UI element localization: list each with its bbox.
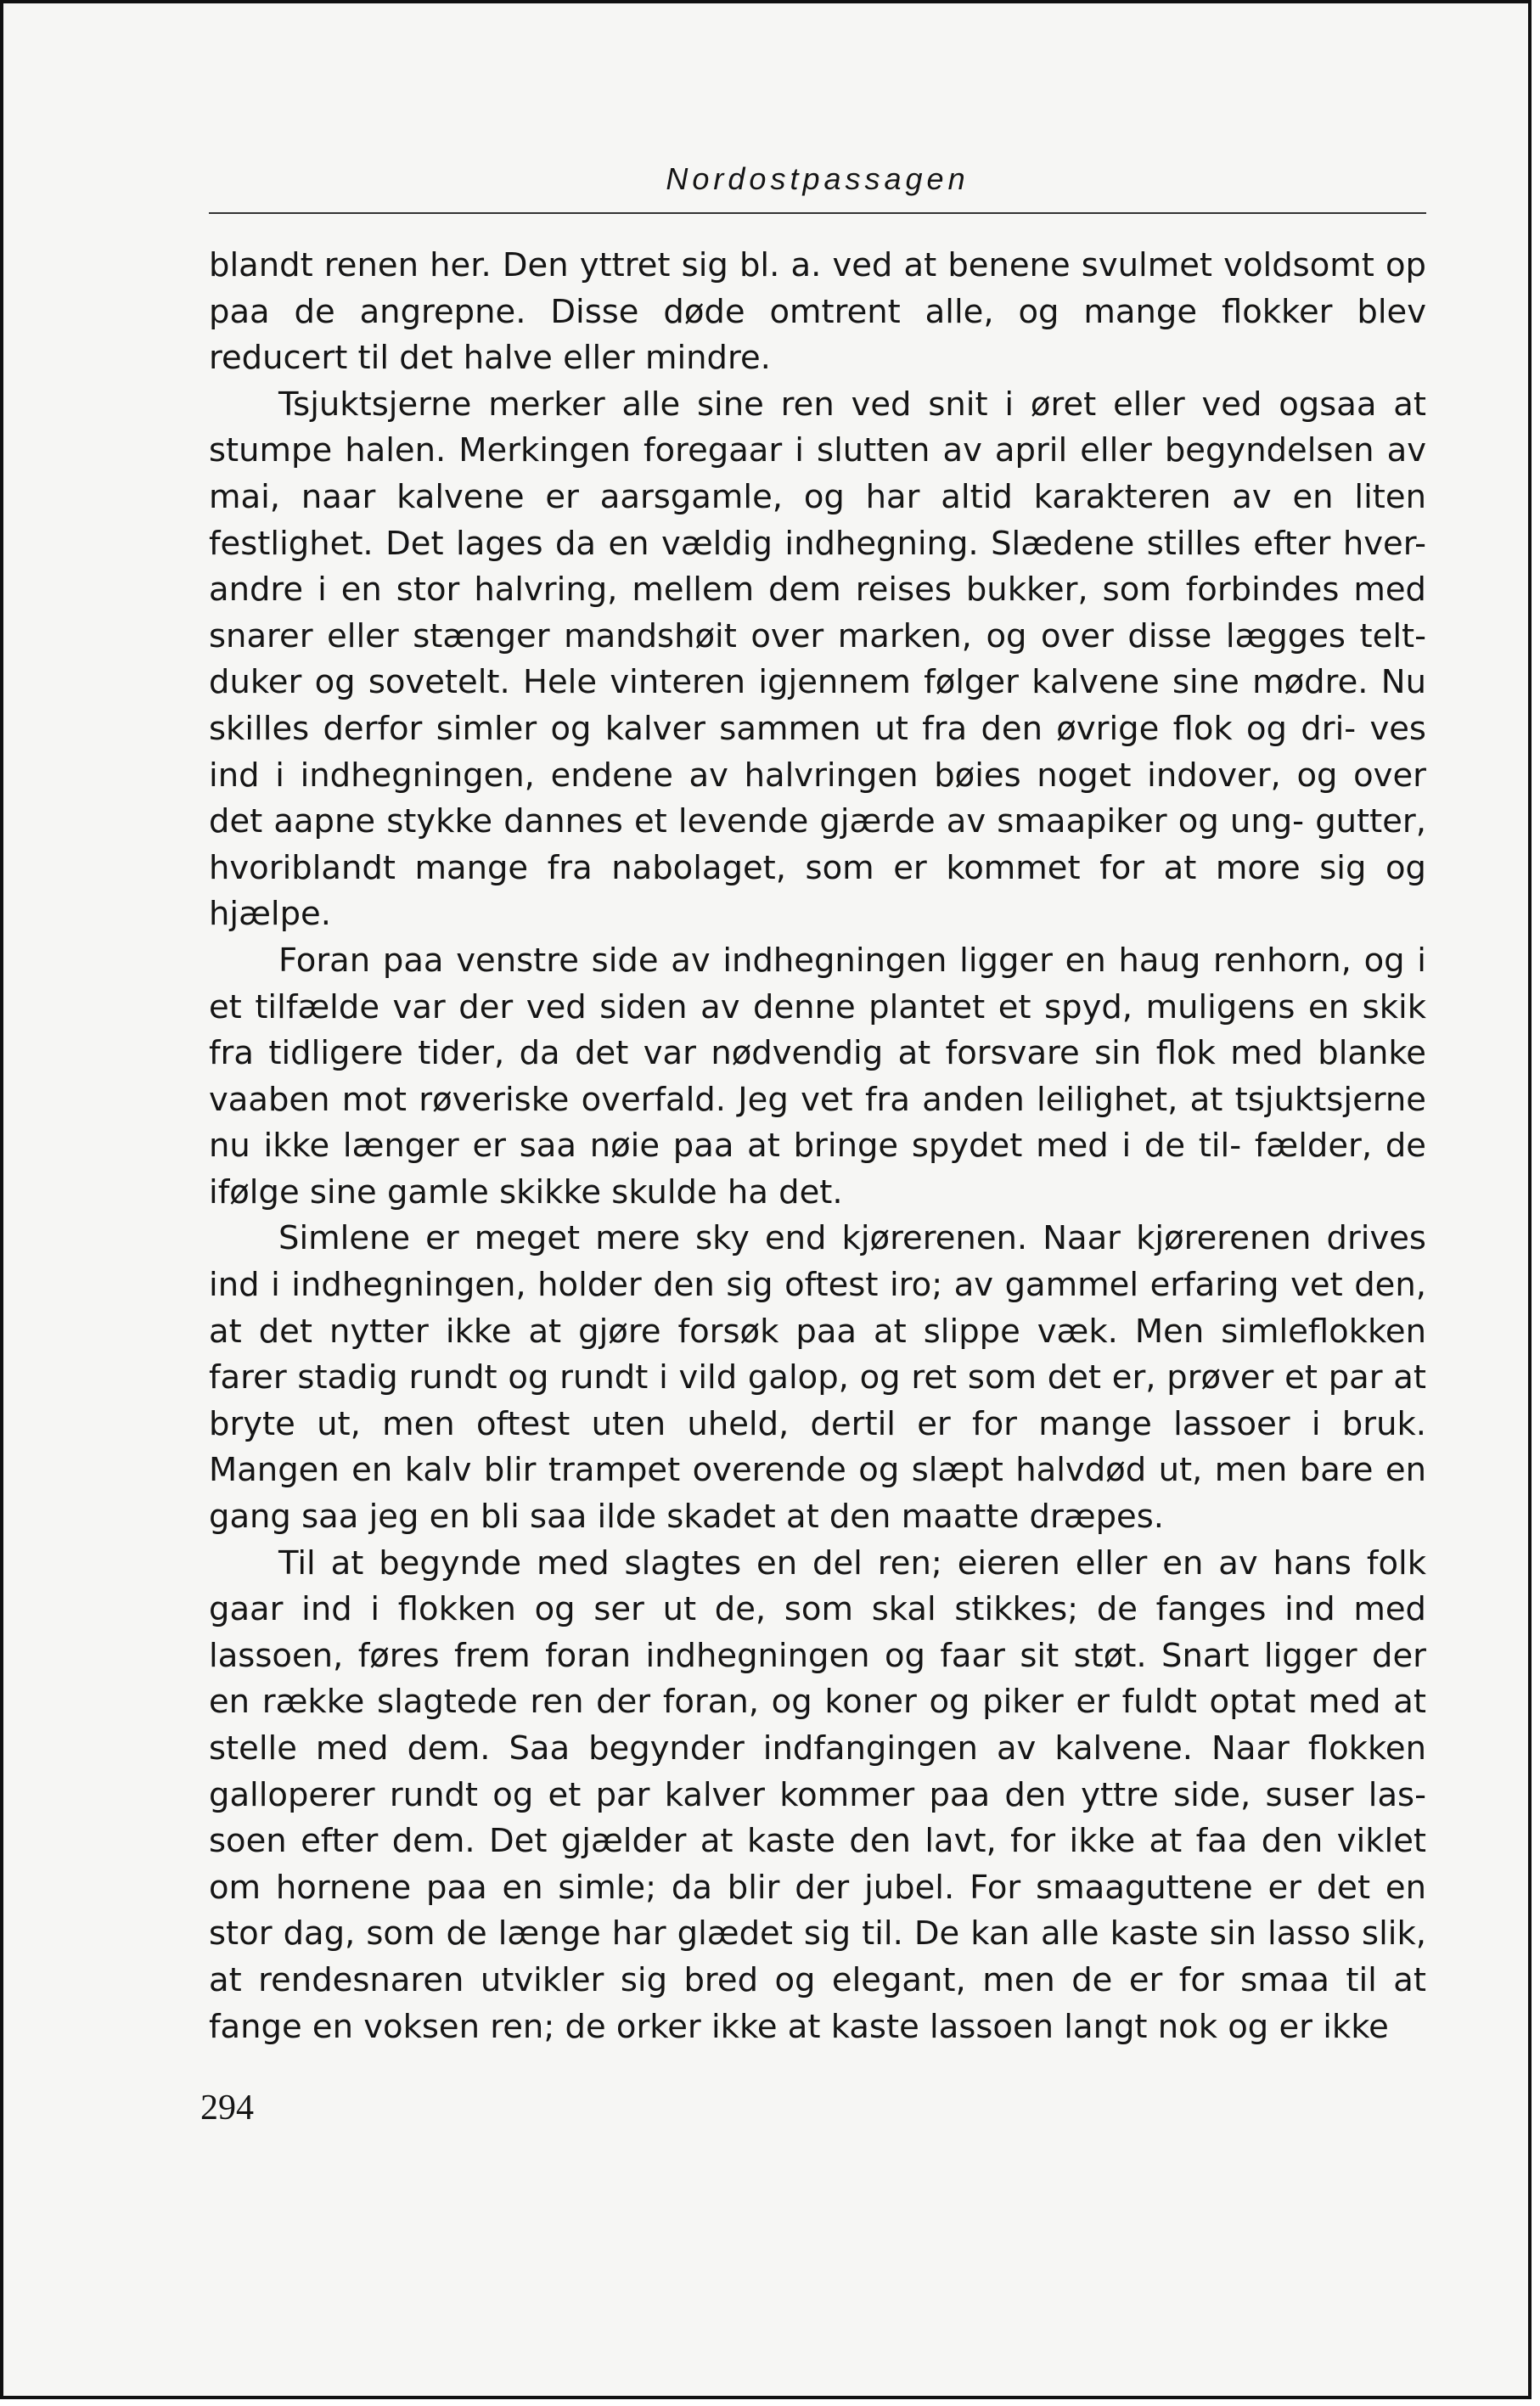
- paragraph: Til at begynde med slagtes en del ren; eieren eller en av hans folk gaar ind i flokken og ser ut de, som skal stikkes; de fanges ind med lassoen, føres frem foran indhegningen og faar sit støt. Snart ligger der en række slagtede ren der foran, og koner og piker er fuldt optat med at stelle med dem. Saa begynder indfangingen av kalvene. Naar flokken galloperer rundt og et par kalver kommer paa den yttre side, suser las- soen efter dem. Det gjælder at kaste den lavt, for ikke at faa den viklet om hornene paa en simle; da blir der jubel. For smaaguttene er det en stor dag, som de længe har glædet sig til. De kan alle kaste sin lasso slik, at rendesnaren utvikler sig bred og elegant, men de er for smaa til at fange en voksen ren; de orker ikke at kaste lassoen langt nok og er ikke: [209, 1543, 1426, 2046]
- running-header: [209, 161, 1426, 214]
- paragraph: Foran paa venstre side av indhegningen ligger en haug renhorn, og i et tilfælde var der ved siden av denne plantet et spyd, muligens en skik fra tidligere tider, da det var nødvendig at forsvare sin flok med blanke vaaben mot røveriske overfald. Jeg vet fra anden leilighet, at tsjuktsjerne nu ikke længer er saa nøie paa at bringe spydet med i de til- fælder, de ifølge sine gamle skikke skulde ha det.: [209, 941, 1426, 1211]
- body-text: [209, 243, 1426, 2050]
- paragraph-continued: blandt renen her. Den yttret sig bl. a. ved at benene svulmet voldsomt op paa de angrepne. Disse døde omtrent alle, og mange flokker blev reducert til det halve eller mindre.: [209, 246, 1426, 378]
- page-number: 294: [200, 2088, 254, 2128]
- paragraph: Simlene er meget mere sky end kjørerenen. Naar kjørerenen drives ind i indhegningen, holder den sig oftest iro; av gammel erfaring vet den, at det nytter ikke at gjøre forsøk paa at slippe væk. Men simleflokken farer stadig rundt og rundt i vild galop, og ret som det er, prøver et par at bryte ut, men oftest uten uheld, dertil er for mange lassoer i bruk. Mangen en kalv blir trampet overende og slæpt halvdød ut, men bare en gang saa jeg en bli saa ilde skadet at den maatte dræpes.: [209, 1219, 1426, 1537]
- paragraph: Tsjuktsjerne merker alle sine ren ved snit i øret eller ved ogsaa at stumpe halen. Merkingen foregaar i slutten av april eller begyndelsen av mai, naar kalvene er aarsgamle, og har altid karakteren av en liten festlighet. Det lages da en vældig indhegning. Slædene stilles efter hver- andre i en stor halvring, mellem dem reises bukker, som forbindes med snarer eller stænger mandshøit over marken, og over disse lægges telt- duker og sovetelt. Hele vinteren igjennem følger kalvene sine mødre. Nu skilles derfor simler og kalver sammen ut fra den øvrige flok og dri- ves ind i indhegningen, endene av halvringen bøies noget indover, og over det aapne stykke dannes et levende gjærde av smaapiker og ung- gutter, hvoriblandt mange fra nabolaget, som er kommet for at more sig og hjælpe.: [209, 385, 1426, 934]
- running-title: Nordostpassagen: [666, 161, 970, 196]
